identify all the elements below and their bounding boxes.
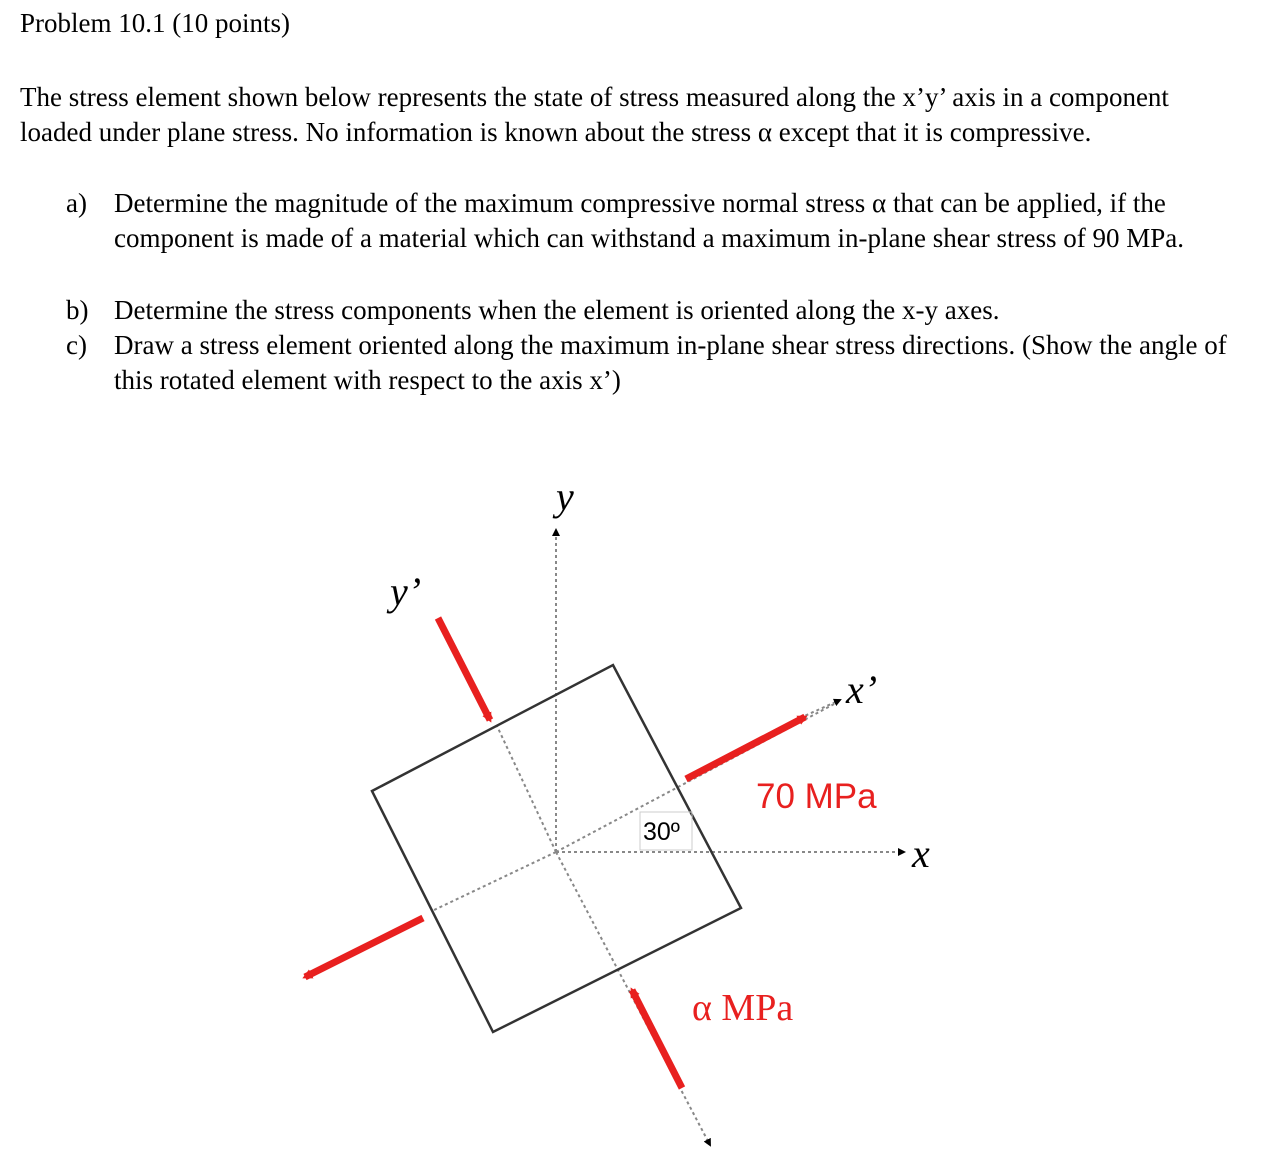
stress-arrow-y-prime-top	[438, 618, 490, 720]
x-prime-negative-axis-line	[432, 852, 556, 911]
x-axis-label: x	[912, 831, 930, 876]
question-a-label: a)	[66, 188, 87, 218]
question-c-label: c)	[66, 330, 87, 360]
question-b-text: Determine the stress components when the element is oriented along the x-y axes.	[114, 295, 1000, 325]
x-prime-axis-extension	[800, 700, 840, 718]
problem-title: Problem 10.1 (10 points)	[20, 8, 290, 38]
y-prime-axis-line	[497, 726, 556, 852]
stress-arrow-y-prime-bottom	[632, 990, 682, 1088]
stress-arrow-x-prime-negative	[305, 918, 423, 977]
question-c-text: Draw a stress element oriented along the maximum in-plane shear stress directions. (Show the angle of this rotated element with respect to the axis x’)	[114, 330, 1227, 395]
stress-x-prime-label: 70 MPa	[756, 777, 877, 816]
question-a-text: Determine the magnitude of the maximum compressive normal stress α that can be applied, if the component is made of a material which can withstand a maximum in-plane shear stress of 90 MPa.	[114, 188, 1184, 253]
question-b-label: b)	[66, 295, 89, 325]
problem-intro: The stress element shown below represents the state of stress measured along the x’y’ axis in a component loaded under plane stress. No information is known about the stress α except that it is compressive.	[20, 82, 1169, 147]
angle-label: 30º	[643, 818, 680, 846]
y-axis-label: y	[556, 474, 574, 519]
y-prime-axis-label: y’	[390, 569, 422, 614]
x-prime-axis-label: x’	[846, 667, 878, 712]
stress-element-square	[372, 665, 741, 1032]
stress-y-prime-label: α MPa	[692, 987, 794, 1029]
stress-arrow-x-prime-positive	[686, 717, 805, 779]
